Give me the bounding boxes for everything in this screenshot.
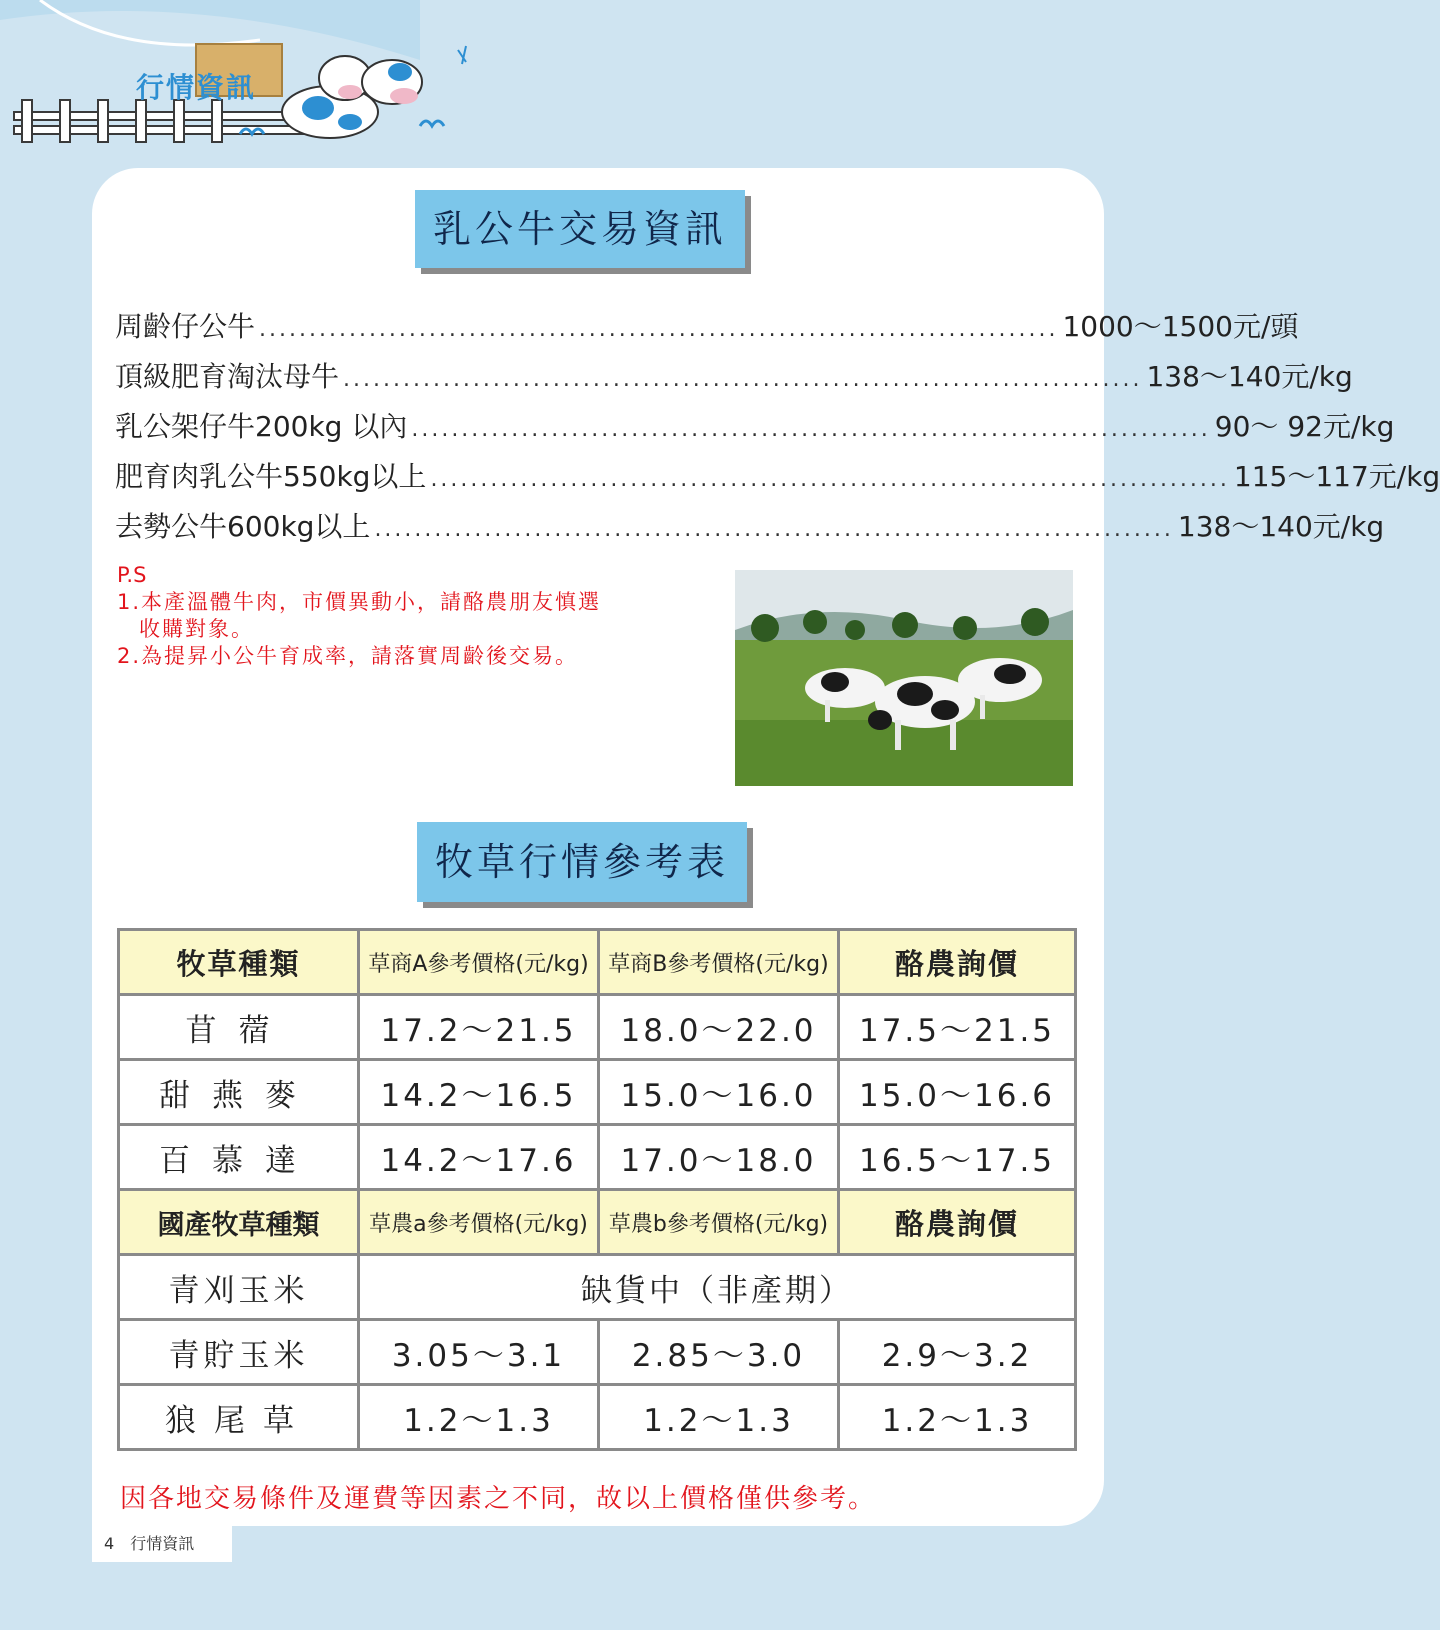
note-line: 1.本產溫體牛肉，市價異動小，請酪農朋友慎選 xyxy=(117,590,602,614)
section-tag: 行情資訊 xyxy=(136,71,257,104)
price-row xyxy=(115,505,1385,555)
price-row xyxy=(115,355,1353,405)
page-header xyxy=(0,0,1150,150)
table-header-cell: 酪農詢價 xyxy=(839,1190,1076,1255)
note-line: 2.為提昇小公牛育成率，請落實周齡後交易。 xyxy=(117,644,579,668)
table-header-cell: 草農b參考價格(元/kg) xyxy=(599,1190,839,1255)
shortage-status-cell: 缺貨中（非產期） xyxy=(359,1255,1076,1320)
table-header-cell: 牧草種類 xyxy=(119,930,359,995)
table-header-row xyxy=(119,1190,1076,1255)
leader-dots: ................................................................................ xyxy=(430,467,1230,492)
price-label: 去勢公牛600kg以上 xyxy=(115,510,371,543)
forage-name-cell: 青刈玉米 xyxy=(119,1255,359,1320)
price-value: 138～140元/kg xyxy=(1146,360,1353,393)
forage-name-cell: 苜蓿 xyxy=(119,995,359,1060)
price-cell: 17.2～21.5 xyxy=(359,995,599,1060)
forage-name-cell: 百慕達 xyxy=(119,1125,359,1190)
forage-name-cell: 青貯玉米 xyxy=(119,1320,359,1385)
price-cell: 1.2～1.3 xyxy=(599,1385,839,1450)
ps-notes xyxy=(117,562,737,670)
price-label: 乳公架仔牛200kg 以內 xyxy=(115,410,408,443)
price-cell: 14.2～16.5 xyxy=(359,1060,599,1125)
forage-name-cell: 狼尾草 xyxy=(119,1385,359,1450)
forage-name-cell: 甜燕麥 xyxy=(119,1060,359,1125)
price-label: 肥育肉乳公牛550kg以上 xyxy=(115,460,427,493)
price-cell: 16.5～17.5 xyxy=(839,1125,1076,1190)
price-value: 1000～1500元/頭 xyxy=(1062,310,1299,343)
price-value: 138～140元/kg xyxy=(1177,510,1385,543)
table-row xyxy=(119,1385,1076,1450)
price-cell: 2.9～3.2 xyxy=(839,1320,1076,1385)
footer-section-label: 行情資訊 xyxy=(130,1534,195,1553)
price-row xyxy=(115,405,1395,455)
price-value: 90～ 92元/kg xyxy=(1214,410,1395,443)
table-header-cell: 草商B參考價格(元/kg) xyxy=(599,930,839,995)
forage-section-title: 牧草行情參考表 xyxy=(417,822,747,902)
cows-grazing-photo xyxy=(735,570,1073,786)
price-cell: 2.85～3.0 xyxy=(599,1320,839,1385)
page-footer-tab xyxy=(92,1526,232,1562)
disclaimer-note: 因各地交易條件及運費等因素之不同，故以上價格僅供參考。 xyxy=(120,1484,877,1514)
price-cell: 14.2～17.6 xyxy=(359,1125,599,1190)
bull-section-title: 乳公牛交易資訊 xyxy=(415,190,745,268)
price-cell: 17.0～18.0 xyxy=(599,1125,839,1190)
cow-cartoon-icon xyxy=(282,56,422,138)
price-row xyxy=(115,455,1440,505)
table-header-cell: 草農a參考價格(元/kg) xyxy=(359,1190,599,1255)
price-label: 周齡仔公牛 xyxy=(115,310,256,343)
note-line: 收購對象。 xyxy=(139,617,254,641)
bull-price-list xyxy=(115,305,1440,555)
price-cell: 1.2～1.3 xyxy=(839,1385,1076,1450)
table-row xyxy=(119,1125,1076,1190)
forage-price-table xyxy=(117,928,1077,1451)
price-cell: 3.05～3.1 xyxy=(359,1320,599,1385)
price-cell: 15.0～16.6 xyxy=(839,1060,1076,1125)
table-header-row xyxy=(119,930,1076,995)
table-row xyxy=(119,1320,1076,1385)
table-row xyxy=(119,1060,1076,1125)
price-row xyxy=(115,305,1299,355)
leader-dots: ................................................................................ xyxy=(374,517,1174,542)
price-cell: 15.0～16.0 xyxy=(599,1060,839,1125)
price-value: 115～117元/kg xyxy=(1233,460,1440,493)
leader-dots: ................................................................................ xyxy=(343,367,1143,392)
table-header-cell: 國產牧草種類 xyxy=(119,1190,359,1255)
leader-dots: ................................................................................ xyxy=(259,317,1059,342)
leader-dots: ................................................................................ xyxy=(411,417,1211,442)
table-row xyxy=(119,1255,1076,1320)
table-row xyxy=(119,995,1076,1060)
page-number: 4 xyxy=(104,1534,115,1553)
price-cell: 1.2～1.3 xyxy=(359,1385,599,1450)
ps-label: P.S xyxy=(117,563,147,587)
table-header-cell: 草商A參考價格(元/kg) xyxy=(359,930,599,995)
price-cell: 17.5～21.5 xyxy=(839,995,1076,1060)
fence-icon xyxy=(14,100,314,142)
table-header-cell: 酪農詢價 xyxy=(839,930,1076,995)
price-cell: 18.0～22.0 xyxy=(599,995,839,1060)
price-label: 頂級肥育淘汰母牛 xyxy=(115,360,340,393)
